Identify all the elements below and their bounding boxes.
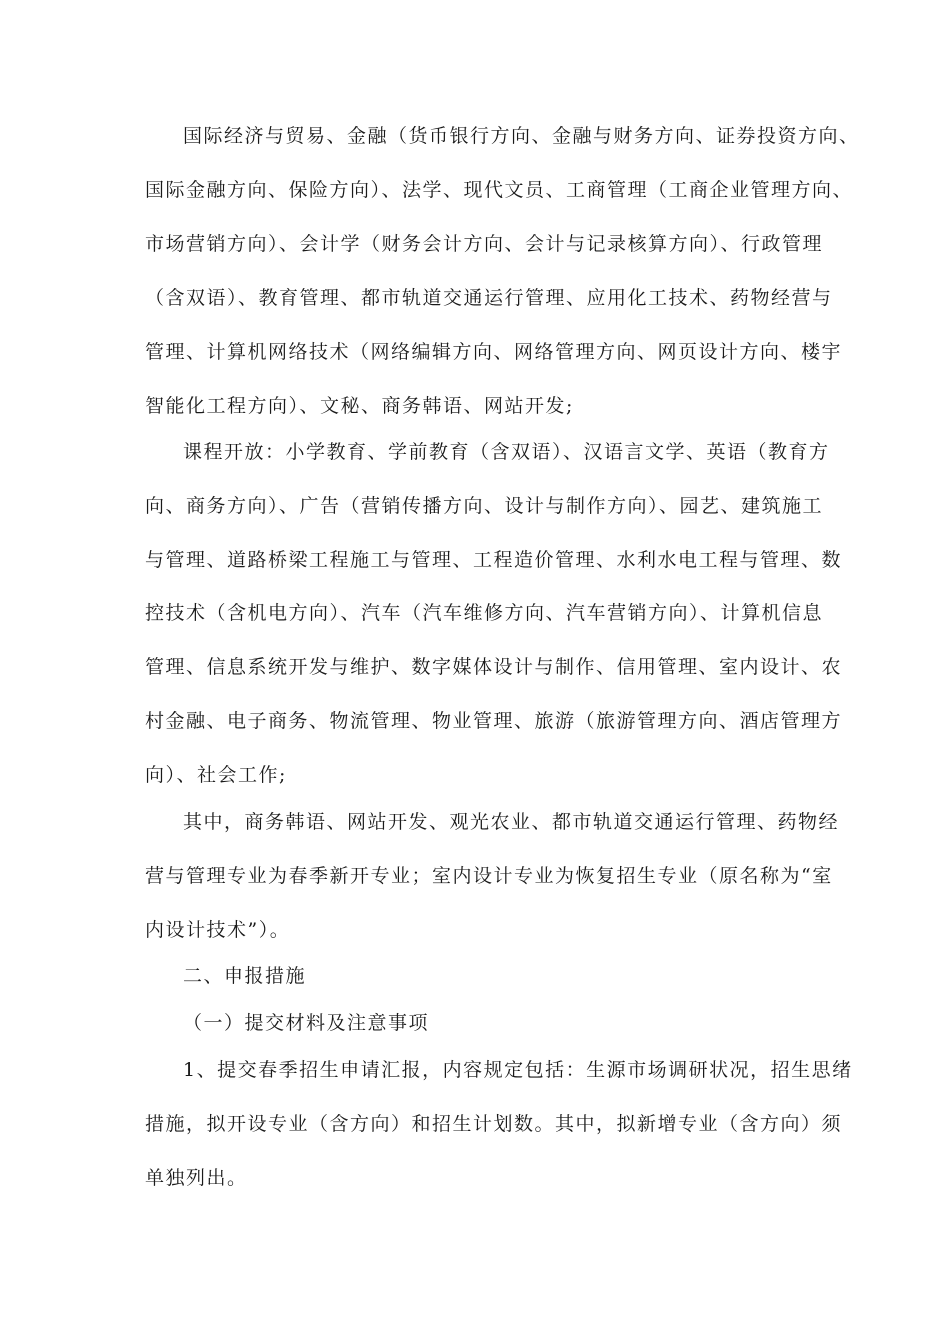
body-text-line: 内设计技术”）。 (145, 919, 291, 941)
body-text-line: 管理、信息系统开发与维护、数字媒体设计与制作、信用管理、室内设计、农 (145, 656, 843, 678)
body-text-line: 1、提交春季招生申请汇报，内容规定包括：生源市场调研状况，招生思绪 (183, 1059, 853, 1081)
body-text-line: 向）、社会工作; (145, 764, 287, 786)
body-text-line: 市场营销方向）、会计学（财务会计方向、会计与记录核算方向）、行政管理 (145, 233, 824, 255)
body-text-line: 课程开放：小学教育、学前教育（含双语）、汉语言文学、英语（教育方 (183, 441, 830, 463)
body-text-line: 与管理、道路桥梁工程施工与管理、工程造价管理、水利水电工程与管理、数 (145, 549, 843, 571)
body-text-line: 其中，商务韩语、网站开发、观光农业、都市轨道交通运行管理、药物经 (183, 811, 840, 833)
body-text-line: 营与管理专业为春季新开专业；室内设计专业为恢复招生专业（原名称为“室 (145, 865, 833, 887)
body-text-line: 国际经济与贸易、金融（货币银行方向、金融与财务方向、证券投资方向、 (183, 125, 860, 147)
subsection-heading: （一）提交材料及注意事项 (183, 1012, 430, 1034)
body-text-line: 村金融、电子商务、物流管理、物业管理、旅游（旅游管理方向、酒店管理方 (145, 710, 843, 732)
body-text-line: 向、商务方向）、广告（营销传播方向、设计与制作方向）、园艺、建筑施工 (145, 495, 824, 517)
body-text-line: 控技术（含机电方向）、汽车（汽车维修方向、汽车营销方向）、计算机信息 (145, 602, 824, 624)
body-text-line: 措施，拟开设专业（含方向）和招生计划数。其中，拟新增专业（含方向）须 (145, 1113, 843, 1135)
body-text-line: 管理、计算机网络技术（网络编辑方向、网络管理方向、网页设计方向、楼宇 (145, 341, 843, 363)
body-text-line: 国际金融方向、保险方向）、法学、现代文员、工商管理（工商企业管理方向、 (145, 179, 854, 201)
body-text-line: 智能化工程方向）、文秘、商务韩语、网站开发; (145, 395, 574, 417)
body-text-line: 单独列出。 (145, 1167, 248, 1189)
body-text-line: （含双语）、教育管理、都市轨道交通运行管理、应用化工技术、药物经营与 (145, 287, 833, 309)
section-heading: 二、申报措施 (183, 965, 307, 987)
